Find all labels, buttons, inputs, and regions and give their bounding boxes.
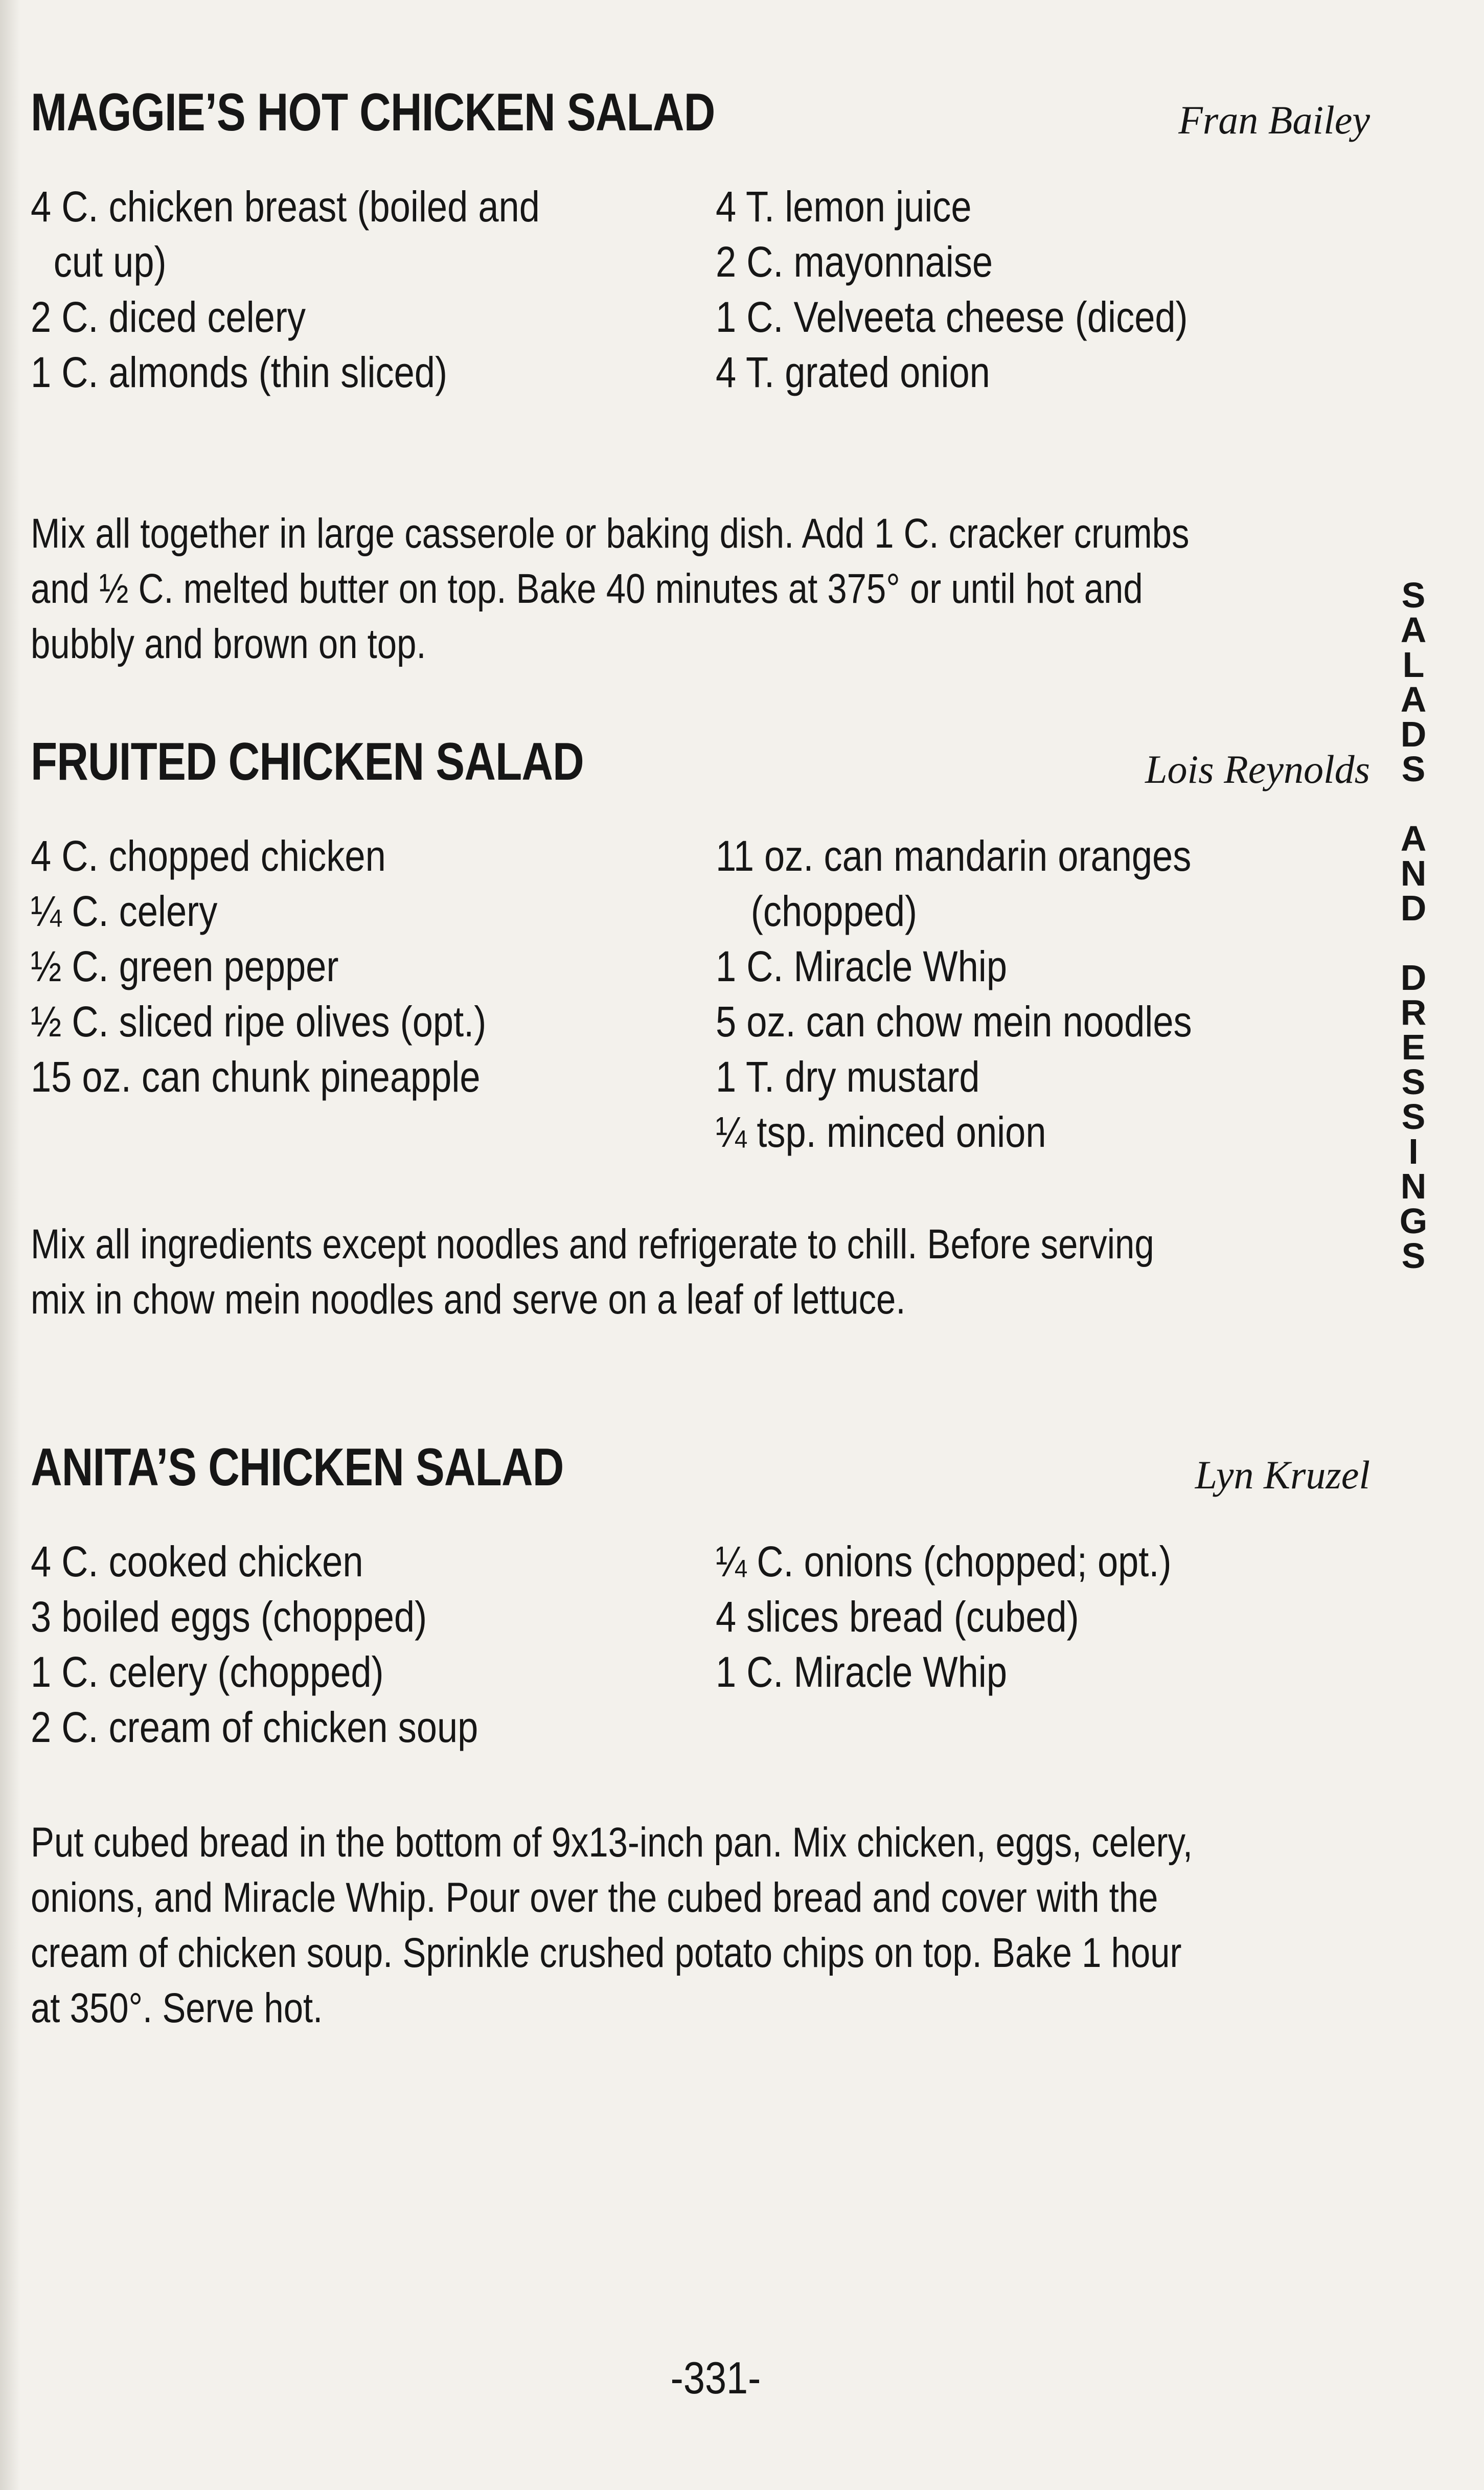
ingredient-line: cut up) <box>53 238 167 286</box>
recipe-author: Lyn Kruzel <box>1195 1453 1370 1497</box>
side-tab-letter: D <box>1400 888 1427 928</box>
ingredient-line: 1 C. almonds (thin sliced) <box>31 348 448 396</box>
recipe-author: Lois Reynolds <box>1145 747 1370 791</box>
side-tab-letter: R <box>1400 992 1427 1032</box>
recipe-header <box>31 77 1370 143</box>
ingredient-line: 1 C. Miracle Whip <box>716 1648 1008 1696</box>
ingredient-line: (chopped) <box>750 887 918 935</box>
side-tab-letter: S <box>1401 1097 1426 1137</box>
directions-line: bubbly and brown on top. <box>31 621 426 667</box>
ingredient-list <box>31 1534 1370 1759</box>
directions-line: and ½ C. melted butter on top. Bake 40 minutes at 375° or until hot and <box>31 565 1143 612</box>
ingredient-line: 2 C. diced celery <box>31 293 306 341</box>
side-tab-letter: S <box>1401 1062 1426 1102</box>
ingredient-line: 3 boiled eggs (chopped) <box>31 1593 427 1641</box>
side-tab-letter: A <box>1400 819 1427 858</box>
ingredient-column-right <box>716 179 1370 400</box>
directions-line: Mix all ingredients except noodles and refrigerate to chill. Before serving <box>31 1221 1154 1267</box>
side-tab-letter: G <box>1399 1201 1428 1241</box>
ingredient-line: ½ C. sliced ripe olives (opt.) <box>31 998 487 1046</box>
ingredient-line: 1 T. dry mustard <box>716 1053 980 1101</box>
recipe-title: FRUITED CHICKEN SALAD <box>31 732 584 791</box>
ingredient-list <box>31 828 1370 1161</box>
directions-line: cream of chicken soup. Sprinkle crushed potato chips on top. Bake 1 hour <box>31 1930 1182 1976</box>
side-tab-letter: A <box>1400 680 1427 719</box>
ingredient-line: ¼ C. onions (chopped; opt.) <box>716 1537 1172 1586</box>
page-number: -331- <box>670 2352 761 2403</box>
side-tab-letter: S <box>1401 575 1426 615</box>
recipe-title: MAGGIE’S HOT CHICKEN SALAD <box>31 83 715 142</box>
directions-line: at 350°. Serve hot. <box>31 1985 323 2031</box>
ingredient-line: 1 C. Velveeta cheese (diced) <box>716 293 1188 341</box>
ingredient-line: ¼ C. celery <box>31 887 218 935</box>
directions-line: onions, and Miracle Whip. Pour over the cubed bread and cover with the <box>31 1874 1158 1921</box>
section-side-tab <box>1390 575 1436 1276</box>
recipe-directions <box>31 1815 1370 2036</box>
recipe-author: Fran Bailey <box>1178 98 1370 142</box>
recipe-header <box>31 1432 1370 1498</box>
ingredient-line: 2 C. cream of chicken soup <box>31 1703 478 1751</box>
ingredient-list <box>31 179 1370 404</box>
side-tab-letter: S <box>1401 1236 1426 1276</box>
ingredient-line: 4 slices bread (cubed) <box>716 1593 1079 1641</box>
recipe-header <box>31 726 1370 793</box>
ingredient-line: 4 C. chopped chicken <box>31 832 386 880</box>
ingredient-column-right <box>716 1534 1370 1700</box>
ingredient-line: 15 oz. can chunk pineapple <box>31 1053 481 1101</box>
directions-line: Mix all together in large casserole or baking dish. Add 1 C. cracker crumbs <box>31 510 1190 557</box>
ingredient-column-left <box>31 179 700 400</box>
recipe-title: ANITA’S CHICKEN SALAD <box>31 1438 564 1497</box>
ingredient-line: 4 C. cooked chicken <box>31 1537 363 1586</box>
directions-line: Put cubed bread in the bottom of 9x13-inch pan. Mix chicken, eggs, celery, <box>31 1819 1193 1866</box>
ingredient-column-right <box>716 828 1370 1160</box>
side-tab-letter: D <box>1400 958 1427 998</box>
side-tab-letter: L <box>1402 645 1425 685</box>
side-tab-letter: N <box>1400 853 1427 893</box>
ingredient-line: 4 C. chicken breast (boiled and <box>31 183 540 231</box>
recipe-fruited-chicken-salad <box>31 726 1370 1323</box>
ingredient-line: ½ C. green pepper <box>31 942 339 990</box>
ingredient-line: ¼ tsp. minced onion <box>716 1108 1046 1156</box>
directions-line: mix in chow mein noodles and serve on a leaf of lettuce. <box>31 1276 906 1323</box>
recipe-anitas-chicken-salad <box>31 1432 1370 2031</box>
ingredient-line: 2 C. mayonnaise <box>716 238 993 286</box>
ingredient-column-left <box>31 1534 700 1755</box>
page-gutter-shadow <box>0 0 20 2490</box>
ingredient-column-left <box>31 828 700 1104</box>
ingredient-line: 4 T. grated onion <box>716 348 990 396</box>
side-tab-letter: I <box>1408 1131 1419 1171</box>
ingredient-line: 1 C. celery (chopped) <box>31 1648 384 1696</box>
side-tab-letter: S <box>1401 749 1426 789</box>
ingredient-line: 5 oz. can chow mein noodles <box>716 998 1192 1046</box>
side-tab-letter: E <box>1401 1027 1426 1067</box>
ingredient-line: 4 T. lemon juice <box>716 183 972 231</box>
ingredient-line: 11 oz. can mandarin oranges <box>716 832 1192 880</box>
side-tab-letter: A <box>1400 610 1427 650</box>
ingredient-line: 1 C. Miracle Whip <box>716 942 1008 990</box>
recipe-maggies-hot-chicken-salad <box>31 77 1370 667</box>
recipe-directions <box>31 1217 1370 1327</box>
recipe-directions <box>31 506 1370 672</box>
side-tab-letter: N <box>1400 1166 1427 1206</box>
side-tab-letter: D <box>1400 714 1427 754</box>
